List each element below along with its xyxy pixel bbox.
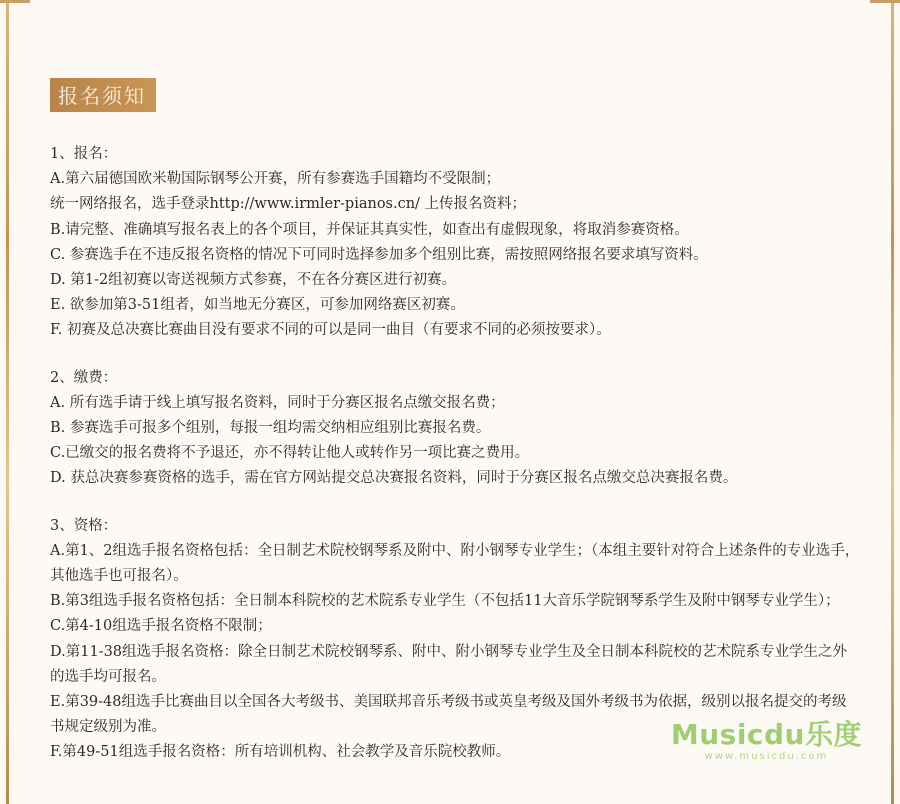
section-fees — [50, 366, 860, 492]
list-item: D.第11-38组选手报名资格：除全日制艺术院校钢琴系、附中、附小钢琴专业学生及全日制本科院校的艺术院系专业学生之外的选手均可报名。 — [50, 643, 848, 685]
list-item: E.第39-48组选手比赛曲目以全国各大考级书、美国联邦音乐考级书或英皇考级及国外考级书为依据，级别以报名提交的考级书规定级别为准。 — [50, 694, 847, 736]
section-title: 2、缴费： — [50, 369, 118, 386]
left-gold-border — [6, 0, 9, 804]
list-item: C. 参赛选手在不违反报名资格的情况下可同时选择参加多个组别比赛，需按照网络报名要求填写资料。 — [50, 246, 708, 263]
musicdu-watermark-logo — [670, 718, 862, 762]
watermark-brand: Musicdu乐度 — [670, 718, 862, 751]
list-item: B.第3组选手报名资格包括：全日制本科院校的艺术院系专业学生（不包括11大音乐学院钢琴系学生及附中钢琴专业学生）； — [50, 593, 840, 610]
list-item: B.请完整、准确填写报名表上的各个项目，并保证其真实性，如查出有虚假现象，将取消参赛资格。 — [50, 221, 689, 238]
notice-heading: 报名须知 — [50, 78, 156, 112]
list-item: A.第1、2组选手报名资格包括：全日制艺术院校钢琴系及附中、附小钢琴专业学生；（本组主要针对符合上述条件的专业选手，其他选手也可报名）。 — [50, 542, 860, 585]
section-title: 3、资格： — [50, 517, 118, 534]
list-item: D. 第1-2组初赛以寄送视频方式参赛，不在各分赛区进行初赛。 — [50, 272, 457, 289]
list-item: 统一网络报名，选手登录http://www.irmler-pianos.cn/ 上传报名资料； — [50, 196, 527, 213]
watermark-url: www.musicdu.com — [704, 751, 829, 762]
top-left-corner-ornament — [0, 0, 30, 33]
right-gold-border — [891, 0, 894, 804]
list-item: A. 所有选手请于线上填写报名资料，同时于分赛区报名点缴交报名费； — [50, 394, 505, 411]
top-right-corner-ornament — [870, 0, 900, 33]
list-item: B. 参赛选手可报多个组别，每报一组均需交纳相应组别比赛报名费。 — [50, 420, 491, 437]
section-registration — [50, 142, 860, 344]
list-item: E. 欲参加第3-51组者，如当地无分赛区，可参加网络赛区初赛。 — [50, 297, 465, 314]
list-item: C.已缴交的报名费将不予退还，亦不得转让他人或转作另一项比赛之费用。 — [50, 445, 530, 462]
notice-content — [50, 78, 860, 788]
list-item: A.第六届德国欧米勒国际钢琴公开赛，所有参赛选手国籍均不受限制； — [50, 171, 501, 188]
section-title: 1、报名： — [50, 146, 118, 162]
list-item: D. 获总决赛参赛资格的选手，需在官方网站提交总决赛报名资料，同时于分赛区报名点缴交总决赛报名费。 — [50, 470, 738, 487]
list-item: F. 初赛及总决赛比赛曲目没有要求不同的可以是同一曲目（有要求不同的必须按要求）。 — [50, 322, 611, 339]
list-item: C.第4-10组选手报名资格不限制； — [50, 618, 272, 635]
list-item: F.第49-51组选手报名资格：所有培训机构、社会教学及音乐院校教师。 — [50, 744, 511, 761]
